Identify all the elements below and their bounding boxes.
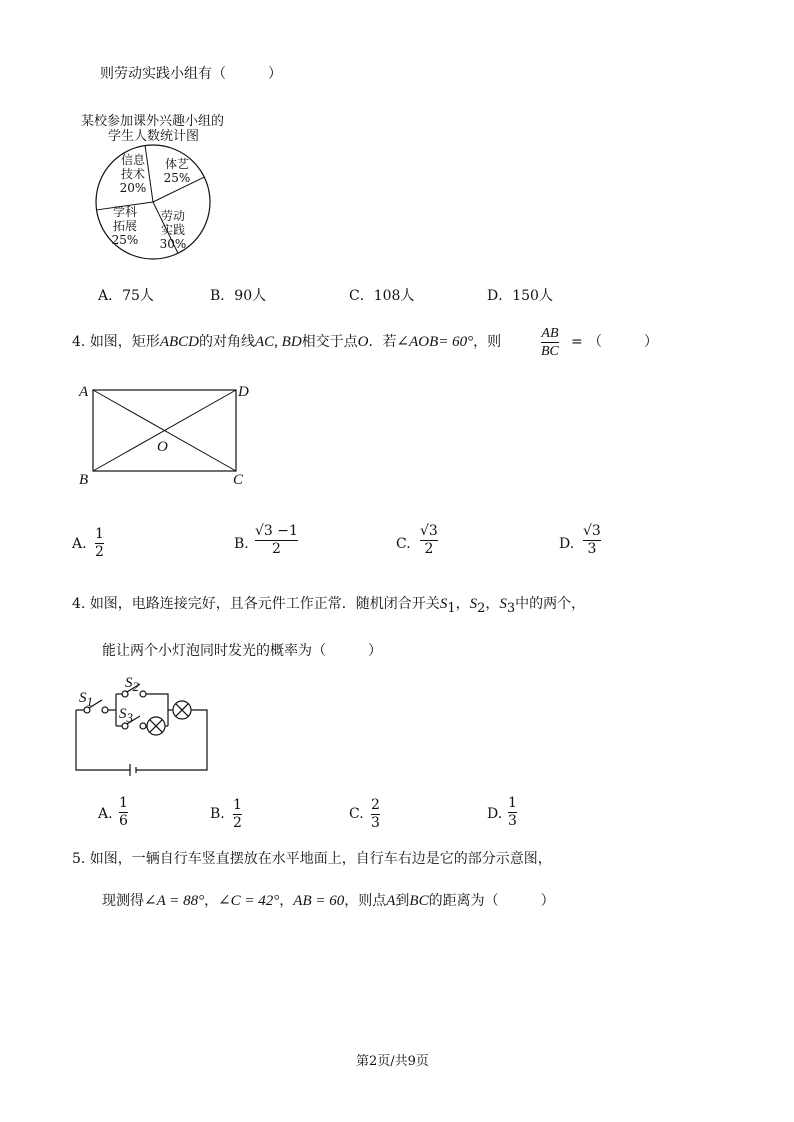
chart-title-line1: 某校参加课外兴趣小组的: [81, 114, 225, 129]
q4b-option-d-letter[interactable]: D.: [487, 806, 503, 822]
circuit-label-s2: $S_2$: [125, 675, 139, 694]
pie-label-2-1: 体艺: [164, 157, 190, 171]
circuit-label-s3: $S_3$: [119, 706, 133, 725]
q4a-text1: 如图，矩形: [89, 334, 160, 350]
q4b-s3: S: [499, 596, 507, 612]
q5-bc: BC: [409, 893, 429, 909]
circuit-label-s1: $S_1$: [79, 690, 93, 709]
label-d: D: [238, 384, 249, 400]
pie-chart: [95, 142, 225, 262]
q4b-comma1: ，: [455, 596, 470, 612]
pie-label-3-3: 30%: [159, 237, 187, 251]
pie-label-3-2: 实践: [160, 223, 186, 237]
q4b-b-den: 2: [233, 815, 242, 831]
q4b-s2: S: [469, 596, 478, 612]
q5-t4: 的距离为（ ）: [428, 893, 555, 909]
q4b-text2: 中的两个，: [515, 596, 586, 612]
q4b-line2: 能让两个小灯泡同时发光的概率为（ ）: [102, 643, 382, 659]
q5-angle-a: ∠A = 88°: [144, 893, 205, 909]
q3-option-a[interactable]: A．75人: [98, 288, 154, 304]
q4a-fraction: [541, 326, 559, 359]
q4b-a-num: 1: [119, 795, 128, 811]
q5-t2: ，则点: [344, 893, 387, 909]
q4a-option-c-letter[interactable]: C.: [396, 536, 411, 552]
q4b-comma2: ，: [485, 596, 500, 612]
q4b-c-num: 2: [371, 797, 380, 813]
q4b-option-a-letter[interactable]: A.: [98, 806, 113, 822]
q5-comma2: ，: [279, 893, 294, 909]
s2-contact-right: [140, 691, 146, 697]
q4a-o: O: [357, 334, 369, 350]
q5-ab: AB = 60: [293, 893, 345, 909]
q5-t3: 到: [395, 893, 410, 909]
q4b-s1-sub: 1: [447, 600, 456, 616]
q4a-frac-num: AB: [541, 326, 559, 341]
q4a-option-a-letter[interactable]: A.: [72, 536, 87, 552]
q3-stem-tail: 则劳动实践小组有（ ）: [100, 66, 282, 82]
q4a-equals: =: [571, 334, 583, 350]
q4b-d-num: 1: [508, 795, 517, 811]
q4b-d-den: 3: [508, 813, 517, 829]
circuit-figure: [70, 672, 220, 777]
pie-label-1-2: 技术: [120, 167, 146, 181]
q4a-a-num: 1: [95, 526, 104, 542]
q4b-s2-sub: 2: [477, 600, 486, 616]
q4a-b-den: 2: [272, 541, 281, 557]
s1-contact-right: [102, 707, 108, 713]
q4b-option-b[interactable]: [233, 798, 242, 831]
label-c: C: [233, 472, 244, 488]
pie-label-1-1: 信息: [120, 153, 146, 167]
s3-contact-right: [140, 723, 146, 729]
q4a-option-d[interactable]: [583, 524, 601, 557]
q4b-text1: 如图，电路连接完好，且各元件工作正常．随机闭合开关: [89, 596, 440, 612]
q3-option-b[interactable]: B．90人: [210, 288, 267, 304]
label-o: O: [157, 439, 168, 455]
q4a-frac-den: BC: [541, 344, 559, 359]
q4b-a-den: 6: [119, 813, 128, 829]
q4b-stem: [72, 596, 585, 617]
q4a-option-a[interactable]: [95, 527, 104, 560]
chart-title-line2: 学生人数统计图: [108, 129, 200, 144]
q4a-d-den: 3: [587, 541, 597, 557]
q4a-paren: （ ）: [588, 334, 658, 350]
q5-line1: 5. 如图，一辆自行车竖直摆放在水平地面上，自行车右边是它的部分示意图，: [72, 851, 552, 867]
q4a-b-num: √3 −1: [255, 523, 298, 539]
rectangle-figure: [75, 380, 255, 490]
q4a-option-d-letter[interactable]: D.: [559, 536, 575, 552]
q5-t1: 现测得: [102, 893, 144, 909]
label-a: A: [79, 384, 89, 400]
q3-option-d[interactable]: D．150人: [487, 288, 553, 304]
q4a-abcd: ABCD: [159, 334, 199, 350]
q4a-d-num: √3: [583, 523, 601, 539]
q4b-option-c[interactable]: [371, 798, 380, 831]
q4a-a-den: 2: [95, 544, 104, 560]
q4b-option-c-letter[interactable]: C.: [349, 806, 364, 822]
q5-comma1: ，: [204, 893, 219, 909]
q4a-eq60: = 60°: [438, 334, 474, 350]
q4a-acbd: AC, BD: [254, 334, 302, 350]
q4a-option-c[interactable]: [420, 524, 438, 557]
pie-label-4-2: 拓展: [112, 219, 138, 233]
q4b-option-a[interactable]: [119, 796, 128, 829]
q4b-option-d[interactable]: [508, 796, 517, 829]
label-b: B: [79, 472, 89, 488]
q4a-text5: ，则: [473, 334, 502, 350]
pie-label-4-1: 学科: [112, 205, 138, 219]
q3-option-c[interactable]: C．108人: [349, 288, 415, 304]
q4b-s3-sub: 3: [506, 600, 516, 616]
pie-label-4-3: 25%: [111, 233, 139, 247]
q4a-number: 4.: [72, 334, 86, 350]
q5-angle-c: ∠C = 42°: [218, 893, 280, 909]
q4a-text3: 相交于点: [301, 334, 358, 350]
q4a-option-b-letter[interactable]: B.: [234, 536, 249, 552]
q4b-option-b-letter[interactable]: B.: [210, 806, 225, 822]
q4a-text4: ．若: [368, 334, 397, 350]
q4a-text2: 的对角线: [198, 334, 255, 350]
q4a-angle: ∠AOB: [396, 334, 439, 350]
q4a-stem: [72, 334, 501, 350]
q4a-c-num: √3: [420, 523, 438, 539]
q5-line2: [102, 893, 555, 909]
q5-a: A: [386, 893, 396, 909]
q4b-b-num: 1: [233, 797, 242, 813]
q4a-option-b[interactable]: [255, 524, 298, 557]
pie-label-1-3: 20%: [119, 181, 147, 195]
wire-right: [136, 710, 207, 770]
q4b-c-den: 3: [371, 815, 380, 831]
page-footer: 第2页/共9页: [356, 1054, 429, 1069]
pie-label-3-1: 劳动: [160, 209, 186, 223]
q4b-number: 4.: [72, 596, 86, 612]
pie-label-2-2: 25%: [163, 171, 191, 185]
q4a-c-den: 2: [424, 541, 434, 557]
q4b-s1: S: [439, 596, 448, 612]
